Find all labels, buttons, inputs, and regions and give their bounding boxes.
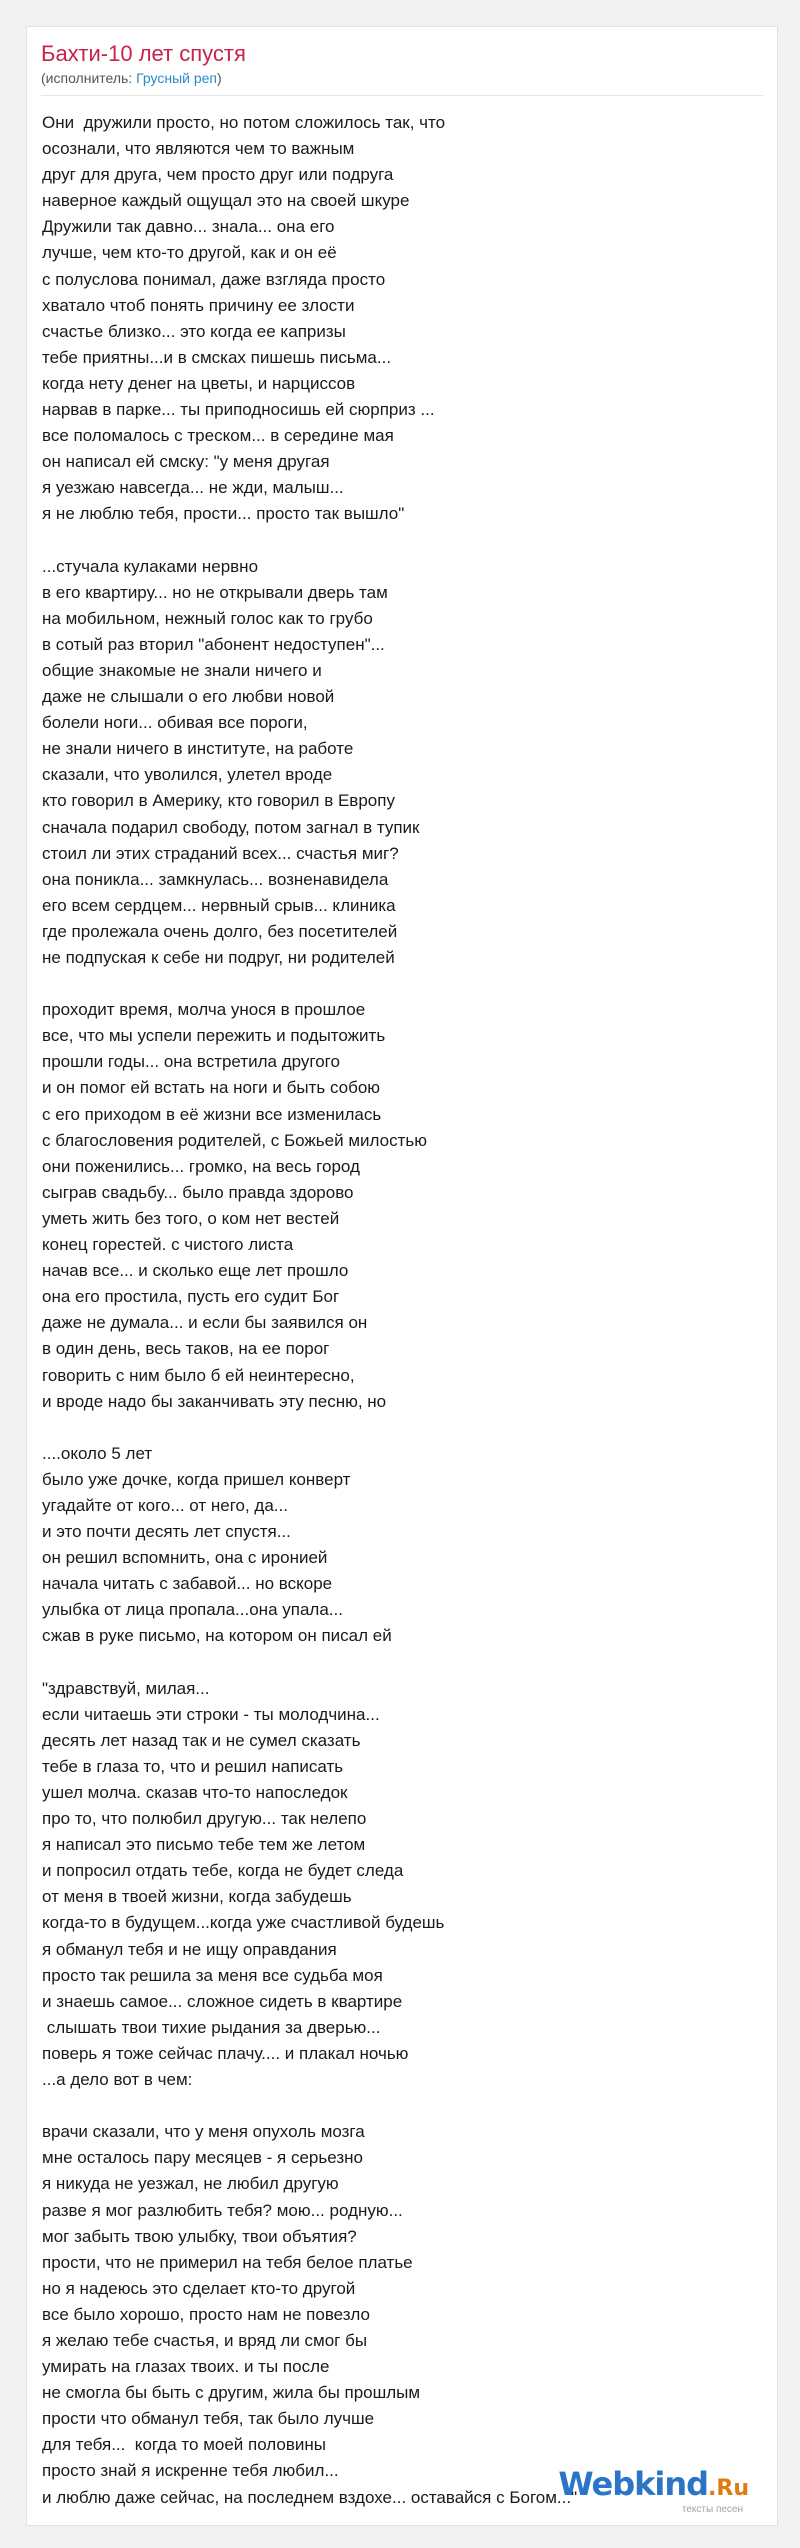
- lyric-line: я никуда не уезжал, не любил другую: [42, 2174, 339, 2194]
- artist-suffix: ): [217, 70, 222, 86]
- lyrics-stanza: [42, 1676, 777, 2094]
- lyric-line: угадайте от кого... от него, да...: [42, 1495, 288, 1515]
- lyric-line: стоил ли этих страданий всех... счастья миг?: [42, 843, 399, 863]
- logo-brand: Webkind: [558, 2465, 709, 2503]
- artist-prefix: (исполнитель:: [41, 70, 137, 86]
- lyric-line: было уже дочке, когда пришел конверт: [42, 1469, 351, 1489]
- lyric-line: умирать на глазах твоих. и ты после: [42, 2357, 330, 2377]
- lyric-line: улыбка от лица пропала...она упала...: [42, 1600, 343, 1620]
- lyric-line: разве я мог разлюбить тебя? мою... родную...: [42, 2200, 403, 2220]
- lyric-line: его всем сердцем... нервный срыв... клиника: [42, 895, 396, 915]
- lyric-line: сначала подарил свободу, потом загнал в тупик: [42, 817, 420, 837]
- lyric-line: тебе приятны...и в смсках пишешь письма...: [42, 347, 392, 367]
- lyric-line: ...стучала кулаками нервно: [42, 556, 259, 576]
- lyric-line: я желаю тебе счастья, и вряд ли смог бы: [42, 2330, 368, 2350]
- lyric-line: даже не слышали о его любви новой: [42, 687, 335, 707]
- lyric-line: все поломалось с треском... в середине мая: [42, 426, 394, 446]
- lyric-line: ушел молча. сказав что-то напоследок: [42, 1783, 348, 1802]
- lyric-line: даже не думала... и если бы заявился он: [42, 1313, 368, 1333]
- lyric-line: с полуслова понимал, даже взгляда просто: [42, 269, 386, 289]
- lyric-line: начала читать с забавой... но вскоре: [42, 1574, 333, 1594]
- lyric-line: общие знакомые не знали ничего и: [42, 660, 322, 680]
- lyric-line: с его приходом в её жизни все изменилась: [42, 1104, 382, 1124]
- lyric-line: наверное каждый ощущал это на своей шкуре: [42, 191, 410, 211]
- lyrics-stanza: [42, 554, 777, 972]
- logo-domain: .Ru: [708, 2476, 749, 2501]
- lyric-line: я не люблю тебя, прости... просто так вышло": [42, 504, 405, 524]
- lyric-line: и он помог ей встать на ноги и быть собою: [42, 1078, 381, 1098]
- lyric-line: поверь я тоже сейчас плачу.... и плакал ночью: [42, 2043, 409, 2063]
- lyric-line: болели ноги... обивая все пороги,: [42, 713, 308, 733]
- lyric-line: и вроде надо бы заканчивать эту песню, но: [42, 1391, 387, 1411]
- lyrics-stanza: [42, 997, 777, 1415]
- lyric-line: прости что обманул тебя, так было лучше: [42, 2409, 375, 2429]
- lyric-line: она поникла... замкнулась... возненавидела: [42, 869, 389, 889]
- lyric-line: с благословения родителей, с Божьей милостью: [42, 1130, 427, 1150]
- lyric-line: прости, что не примерил на тебя белое платье: [42, 2252, 413, 2272]
- lyric-line: и знаешь самое... сложное сидеть в квартире: [42, 1991, 403, 2011]
- lyric-line: осознали, что являются чем то важным: [42, 139, 355, 159]
- lyrics-stanza: [42, 110, 777, 528]
- lyric-line: он решил вспомнить, она с иронией: [42, 1548, 328, 1568]
- artist-line: [41, 69, 763, 87]
- page-header: [27, 27, 777, 96]
- lyric-line: начав все... и сколько еще лет прошло: [42, 1261, 349, 1281]
- lyric-line: не подпуская к себе ни подруг, ни родителей: [42, 948, 395, 967]
- lyric-line: Они дружили просто, но потом сложилось так, что: [42, 113, 446, 132]
- logo-tagline: тексты песен: [681, 2504, 743, 2515]
- lyric-line: говорить с ним было б ей неинтересно,: [42, 1365, 355, 1385]
- lyric-line: прошли годы... она встретила другого: [42, 1052, 340, 1072]
- lyric-line: не знали ничего в институте, на работе: [42, 739, 354, 759]
- lyric-line: просто так решила за меня все судьба моя: [42, 1965, 383, 1985]
- lyric-line: слышать твои тихие рыдания за дверью...: [42, 2017, 381, 2037]
- lyric-line: просто знай я искренне тебя любил...: [42, 2461, 339, 2481]
- lyric-line: "здравствуй, милая...: [42, 1678, 210, 1698]
- song-title: Бахти-10 лет спустя: [41, 41, 246, 66]
- lyric-line: ....около 5 лет: [42, 1443, 153, 1463]
- lyric-line: для тебя... когда то моей половины: [42, 2435, 327, 2455]
- lyric-line: все, что мы успели пережить и подытожить: [42, 1026, 386, 1046]
- lyric-line: я обманул тебя и не ищу оправдания: [42, 1939, 337, 1959]
- lyric-line: сказали, что уволился, улетел вроде: [42, 765, 333, 785]
- lyric-line: сыграв свадьбу... было правда здорово: [42, 1182, 354, 1202]
- lyric-line: в сотый раз вторил "абонент недоступен"...: [42, 634, 385, 654]
- lyrics-page: [26, 26, 778, 2526]
- lyric-line: но я надеюсь это сделает кто-то другой: [42, 2278, 356, 2298]
- lyric-line: нарвав в парке... ты приподносишь ей сюрприз ...: [42, 400, 435, 420]
- lyric-line: конец горестей. с чистого листа: [42, 1235, 294, 1255]
- lyric-line: в один день, весь таков, на ее порог: [42, 1339, 330, 1359]
- lyric-line: все было хорошо, просто нам не повезло: [42, 2304, 370, 2324]
- lyric-line: если читаешь эти строки - ты молодчина...: [42, 1704, 380, 1724]
- lyric-line: не смогла бы быть с другим, жила бы прошлым: [42, 2383, 421, 2403]
- lyric-line: счастье близко... это когда ее капризы: [42, 321, 346, 341]
- lyric-line: он написал ей смску: "у меня другая: [42, 452, 330, 472]
- lyric-line: когда-то в будущем...когда уже счастливой будешь: [42, 1913, 445, 1933]
- lyric-line: кто говорил в Америку, кто говорил в Европу: [42, 791, 395, 811]
- lyrics-body: [27, 96, 777, 2511]
- lyric-line: я написал это письмо тебе тем же летом: [42, 1835, 366, 1855]
- lyric-line: друг для друга, чем просто друг или подруга: [42, 165, 394, 185]
- lyric-line: на мобильном, нежный голос как то грубо: [42, 608, 373, 628]
- lyric-line: когда нету денег на цветы, и нарциссов: [42, 373, 356, 393]
- lyric-line: и люблю даже сейчас, на последнем вздохе... оставайся с Богом...": [42, 2487, 578, 2507]
- lyric-line: врачи сказали, что у меня опухоль мозга: [42, 2122, 365, 2142]
- lyric-line: мог забыть твою улыбку, твои объятия?: [42, 2226, 357, 2246]
- lyrics-stanza: [42, 2119, 777, 2510]
- lyric-line: я уезжаю навсегда... не жди, малыш...: [42, 478, 344, 498]
- lyric-line: Дружили так давно... знала... она его: [42, 217, 335, 237]
- lyric-line: десять лет назад так и не сумел сказать: [42, 1730, 361, 1750]
- artist-link[interactable]: Грусный реп: [136, 70, 218, 86]
- lyric-line: ...а дело вот в чем:: [42, 2070, 193, 2090]
- site-logo[interactable]: [558, 2467, 749, 2515]
- lyric-line: от меня в твоей жизни, когда забудешь: [42, 1887, 352, 1907]
- logo-wordmark: [558, 2467, 749, 2506]
- lyric-line: в его квартиру... но не открывали дверь там: [42, 582, 388, 602]
- lyric-line: и попросил отдать тебе, когда не будет следа: [42, 1861, 404, 1881]
- lyric-line: про то, что полюбил другую... так нелепо: [42, 1809, 367, 1829]
- lyric-line: где пролежала очень долго, без посетителей: [42, 921, 398, 941]
- lyrics-stanza: [42, 1441, 777, 1650]
- lyric-line: лучше, чем кто-то другой, как и он её: [42, 243, 337, 263]
- lyric-line: проходит время, молча унося в прошлое: [42, 1000, 366, 1020]
- lyric-line: тебе в глаза то, что и решил написать: [42, 1756, 344, 1776]
- lyric-line: хватало чтоб понять причину ее злости: [42, 295, 355, 315]
- lyric-line: сжав в руке письмо, на котором он писал ей: [42, 1626, 392, 1646]
- lyric-line: уметь жить без того, о ком нет вестей: [42, 1208, 340, 1228]
- lyric-line: и это почти десять лет спустя...: [42, 1522, 291, 1542]
- lyric-line: мне осталось пару месяцев - я серьезно: [42, 2148, 363, 2168]
- lyric-line: они поженились... громко, на весь город: [42, 1156, 360, 1176]
- lyric-line: она его простила, пусть его судит Бог: [42, 1287, 340, 1307]
